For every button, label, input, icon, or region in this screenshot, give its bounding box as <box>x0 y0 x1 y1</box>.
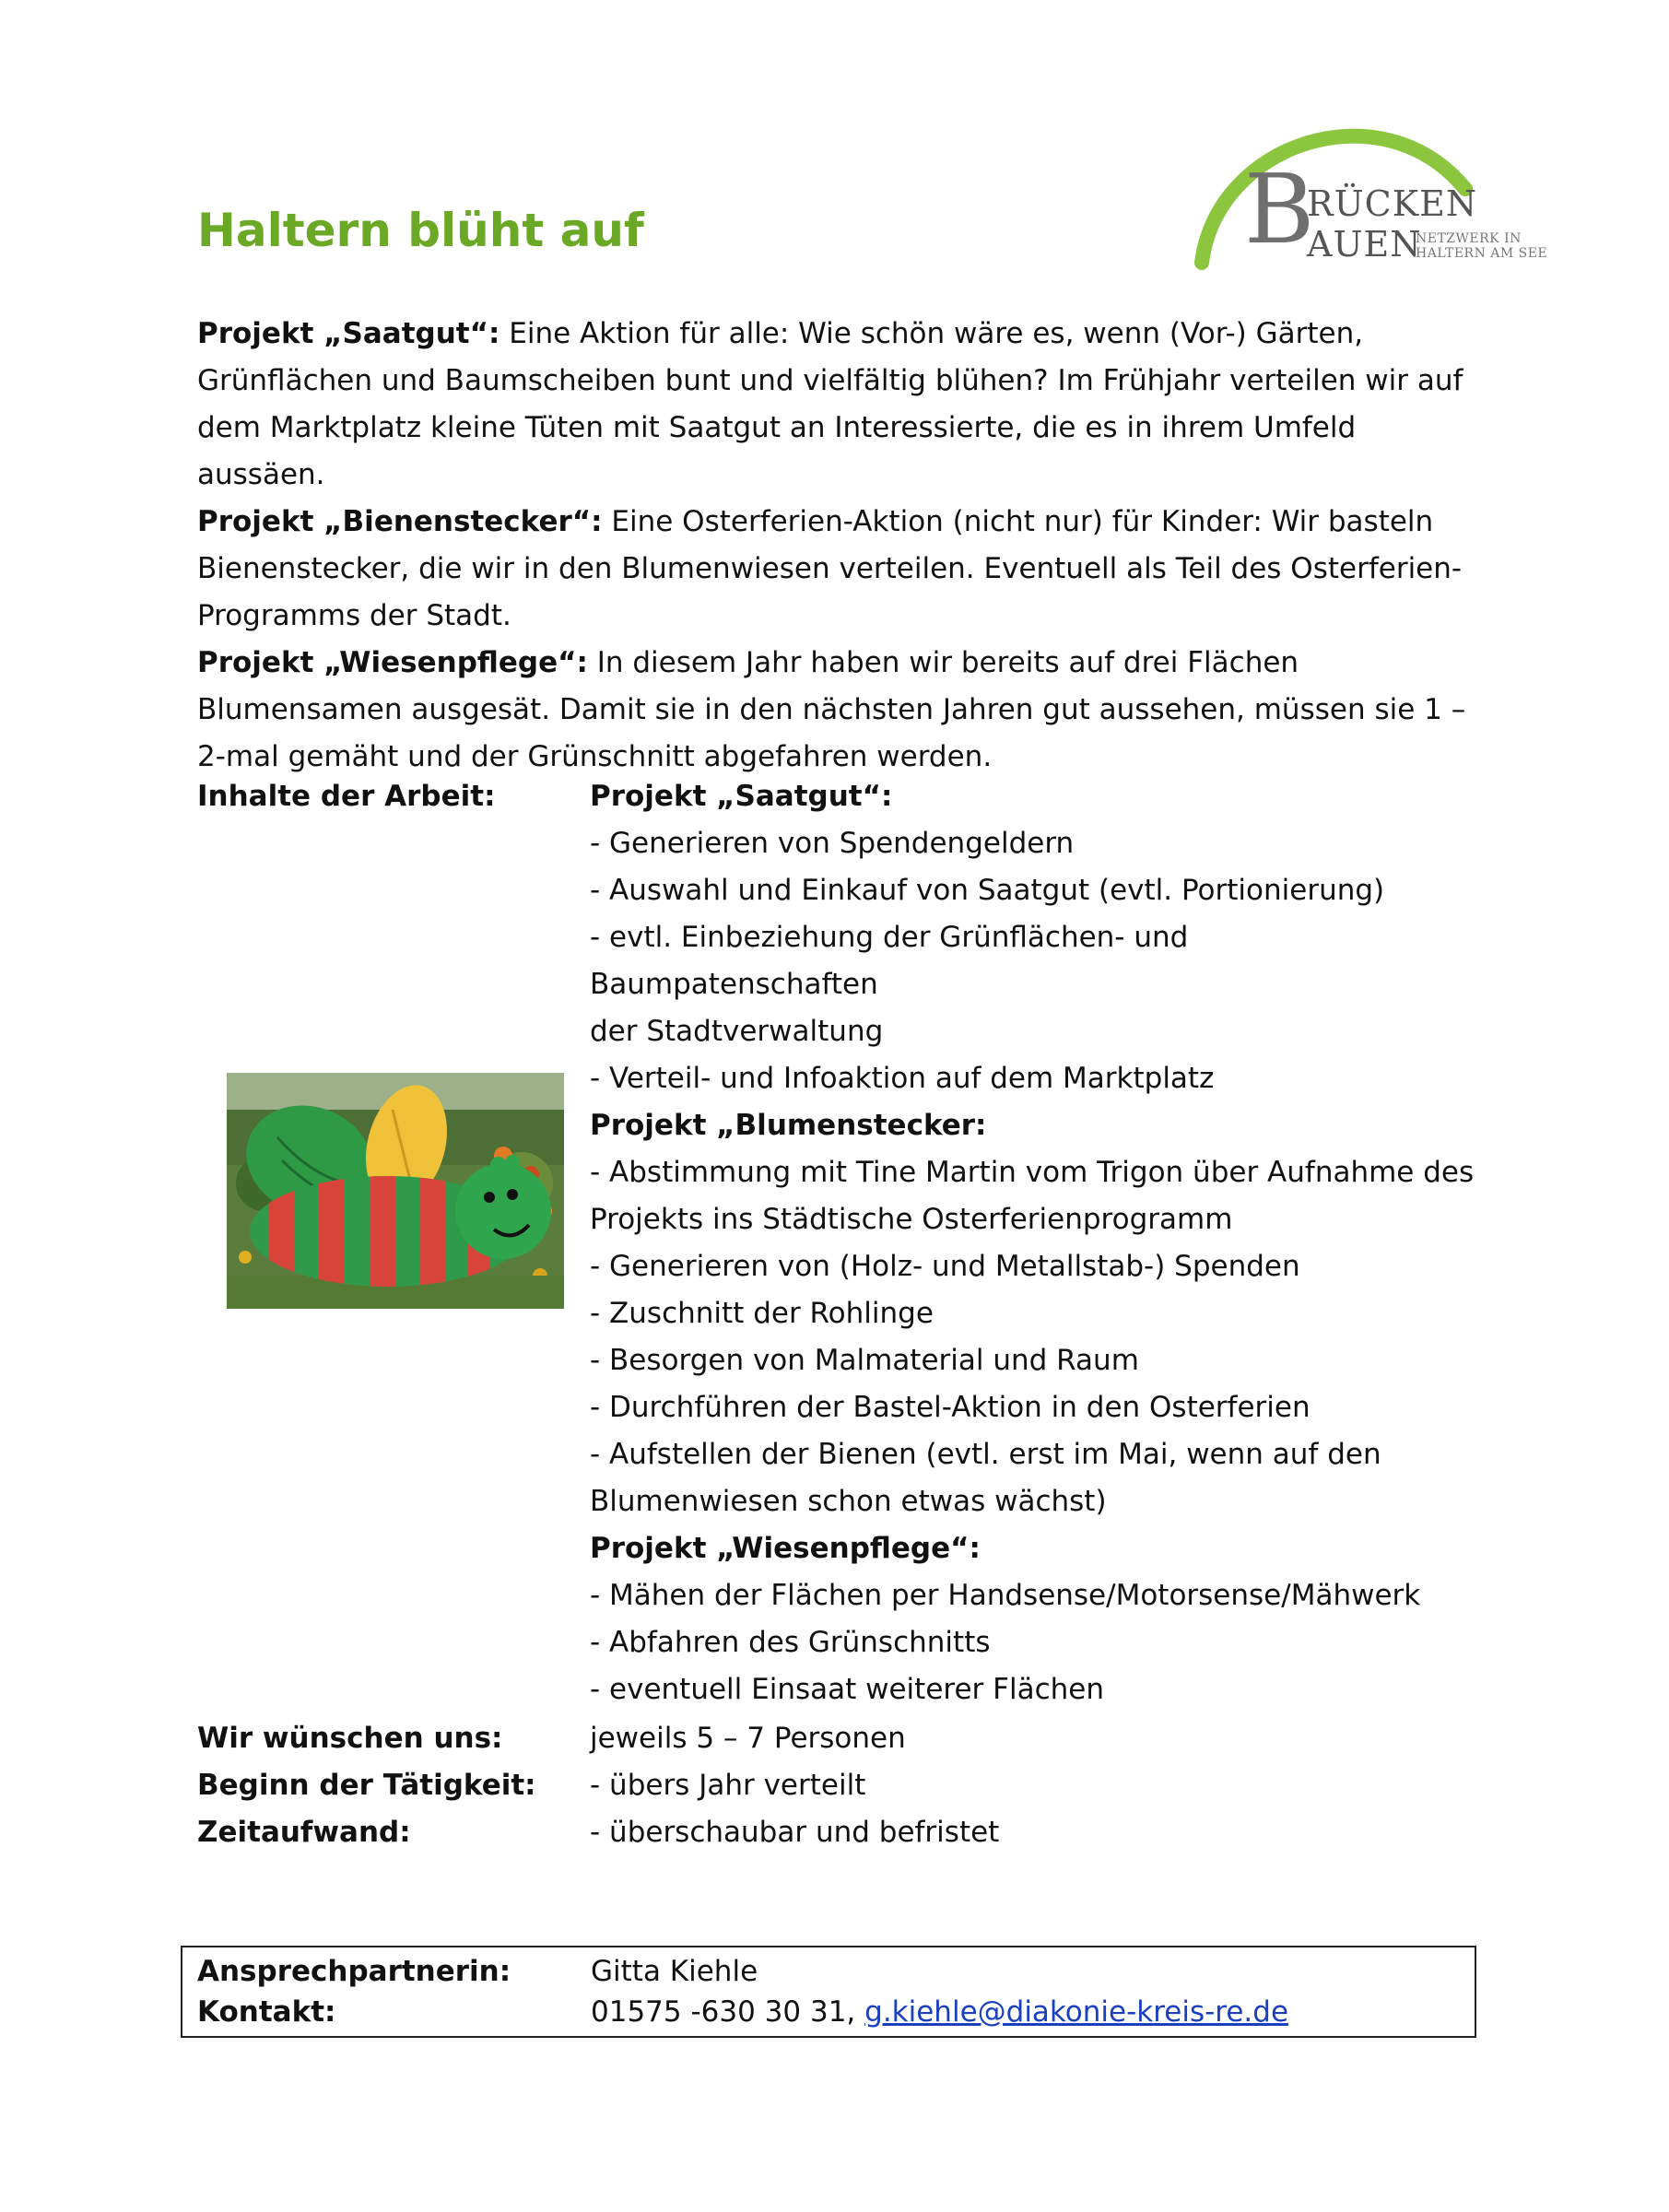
intro-paragraph-bienenstecker <box>197 499 1487 640</box>
intro-text-saatgut: Eine Aktion für alle: Wie schön wäre es, wenn (Vor-) Gärten, Grünflächen und Baumscheiben bunt und vielfältig blühen? Im Frühjahr verteilen wir auf dem Marktplatz kleine Tüten mit Saatgut an Interessierte, die es in ihrem Umfeld aussäen. <box>197 317 1463 491</box>
detail-value-zeitaufwand: - überschaubar und befristet <box>590 1816 1000 1849</box>
list-item: - Abfahren des Grünschnitts <box>590 1626 991 1659</box>
contact-kontakt-value <box>591 1992 1288 2032</box>
list-item: - evtl. Einbeziehung der Grünflächen- und Baumpatenschaften <box>590 921 1189 1001</box>
logo-tagline-1: NETZWERK IN <box>1416 231 1522 246</box>
logo-letter-b: B <box>1244 153 1315 265</box>
bruecken-bauen-logo <box>1189 106 1557 272</box>
contact-box <box>181 1946 1476 2038</box>
list-item: - Mähen der Flächen per Handsense/Motorsense/Mähwerk <box>590 1579 1421 1612</box>
intro-paragraph-wiesenpflege <box>197 640 1487 781</box>
detail-label-beginn: Beginn der Tätigkeit: <box>197 1769 536 1802</box>
list-item: - Durchführen der Bastel-Aktion in den Osterferien <box>590 1391 1311 1424</box>
list-item: - Generieren von (Holz- und Metallstab-) Spenden <box>590 1250 1300 1283</box>
intro-heading-saatgut: Projekt „Saatgut“: <box>197 317 500 350</box>
list-item: - Auswahl und Einkauf von Saatgut (evtl. Portionierung) <box>590 874 1385 907</box>
list-item: - Verteil- und Infoaktion auf dem Marktplatz <box>590 1062 1215 1095</box>
intro-heading-wiesenpflege: Projekt „Wiesenpflege“: <box>197 646 588 679</box>
detail-value-beginn: - übers Jahr verteilt <box>590 1769 866 1802</box>
bee-illustration <box>227 1073 564 1309</box>
wiesenpflege-heading: Projekt „Wiesenpflege“: <box>590 1532 981 1565</box>
contact-email-link[interactable]: g.kiehle@diakonie-kreis-re.de <box>864 1995 1289 2029</box>
list-item: - Zuschnitt der Rohlinge <box>590 1297 934 1330</box>
contact-person-name: Gitta Kiehle <box>591 1955 758 1988</box>
bee-photo <box>227 1073 564 1309</box>
intro-text-wiesenpflege: In diesem Jahr haben wir bereits auf drei Flächen Blumensamen ausgesät. Damit sie in den nächsten Jahren gut aussehen, müssen sie 1 – 2-mal gemäht und der Grünschnitt abgefahren werden. <box>197 646 1466 773</box>
list-item: - Generieren von Spendengeldern <box>590 827 1075 860</box>
list-item: Blumenwiesen schon etwas wächst) <box>590 1485 1107 1518</box>
detail-label-wuensche: Wir wünschen uns: <box>197 1722 503 1755</box>
inhalte-label: Inhalte der Arbeit: <box>197 780 496 813</box>
contact-person-label: Ansprechpartnerin: <box>197 1955 511 1988</box>
contact-kontakt-label: Kontakt: <box>197 1995 336 2029</box>
list-item: - Besorgen von Malmaterial und Raum <box>590 1344 1139 1377</box>
list-item: - Abstimmung mit Tine Martin vom Trigon über Aufnahme des <box>590 1156 1475 1189</box>
saatgut-heading: Projekt „Saatgut“: <box>590 780 893 813</box>
intro-text-bienenstecker: Eine Osterferien-Aktion (nicht nur) für Kinder: Wir basteln Bienenstecker, die wir in den Blumenwiesen verteilen. Eventuell als Teil des Osterferien-Programms der Stadt. <box>197 505 1463 632</box>
list-item: der Stadtverwaltung <box>590 1015 884 1048</box>
list-item: Projekts ins Städtische Osterferienprogramm <box>590 1203 1233 1236</box>
list-item: - eventuell Einsaat weiterer Flächen <box>590 1673 1104 1706</box>
logo-word-ruecken: RÜCKEN <box>1307 183 1478 224</box>
intro-heading-bienenstecker: Projekt „Bienenstecker“: <box>197 505 603 538</box>
page-title: Haltern blüht auf <box>197 204 644 257</box>
detail-value-wuensche: jeweils 5 – 7 Personen <box>590 1722 906 1755</box>
detail-label-zeitaufwand: Zeitaufwand: <box>197 1816 411 1849</box>
inhalte-content <box>590 773 1475 1713</box>
contact-phone: 01575 -630 30 31, <box>591 1995 865 2029</box>
list-item: - Aufstellen der Bienen (evtl. erst im Mai, wenn auf den <box>590 1438 1381 1471</box>
intro-paragraph-saatgut <box>197 311 1487 499</box>
blumenstecker-heading: Projekt „Blumenstecker: <box>590 1109 987 1142</box>
logo-word-auen: AUEN <box>1307 224 1422 265</box>
intro-section <box>197 311 1487 781</box>
logo-tagline-2: HALTERN AM SEE <box>1416 246 1548 261</box>
